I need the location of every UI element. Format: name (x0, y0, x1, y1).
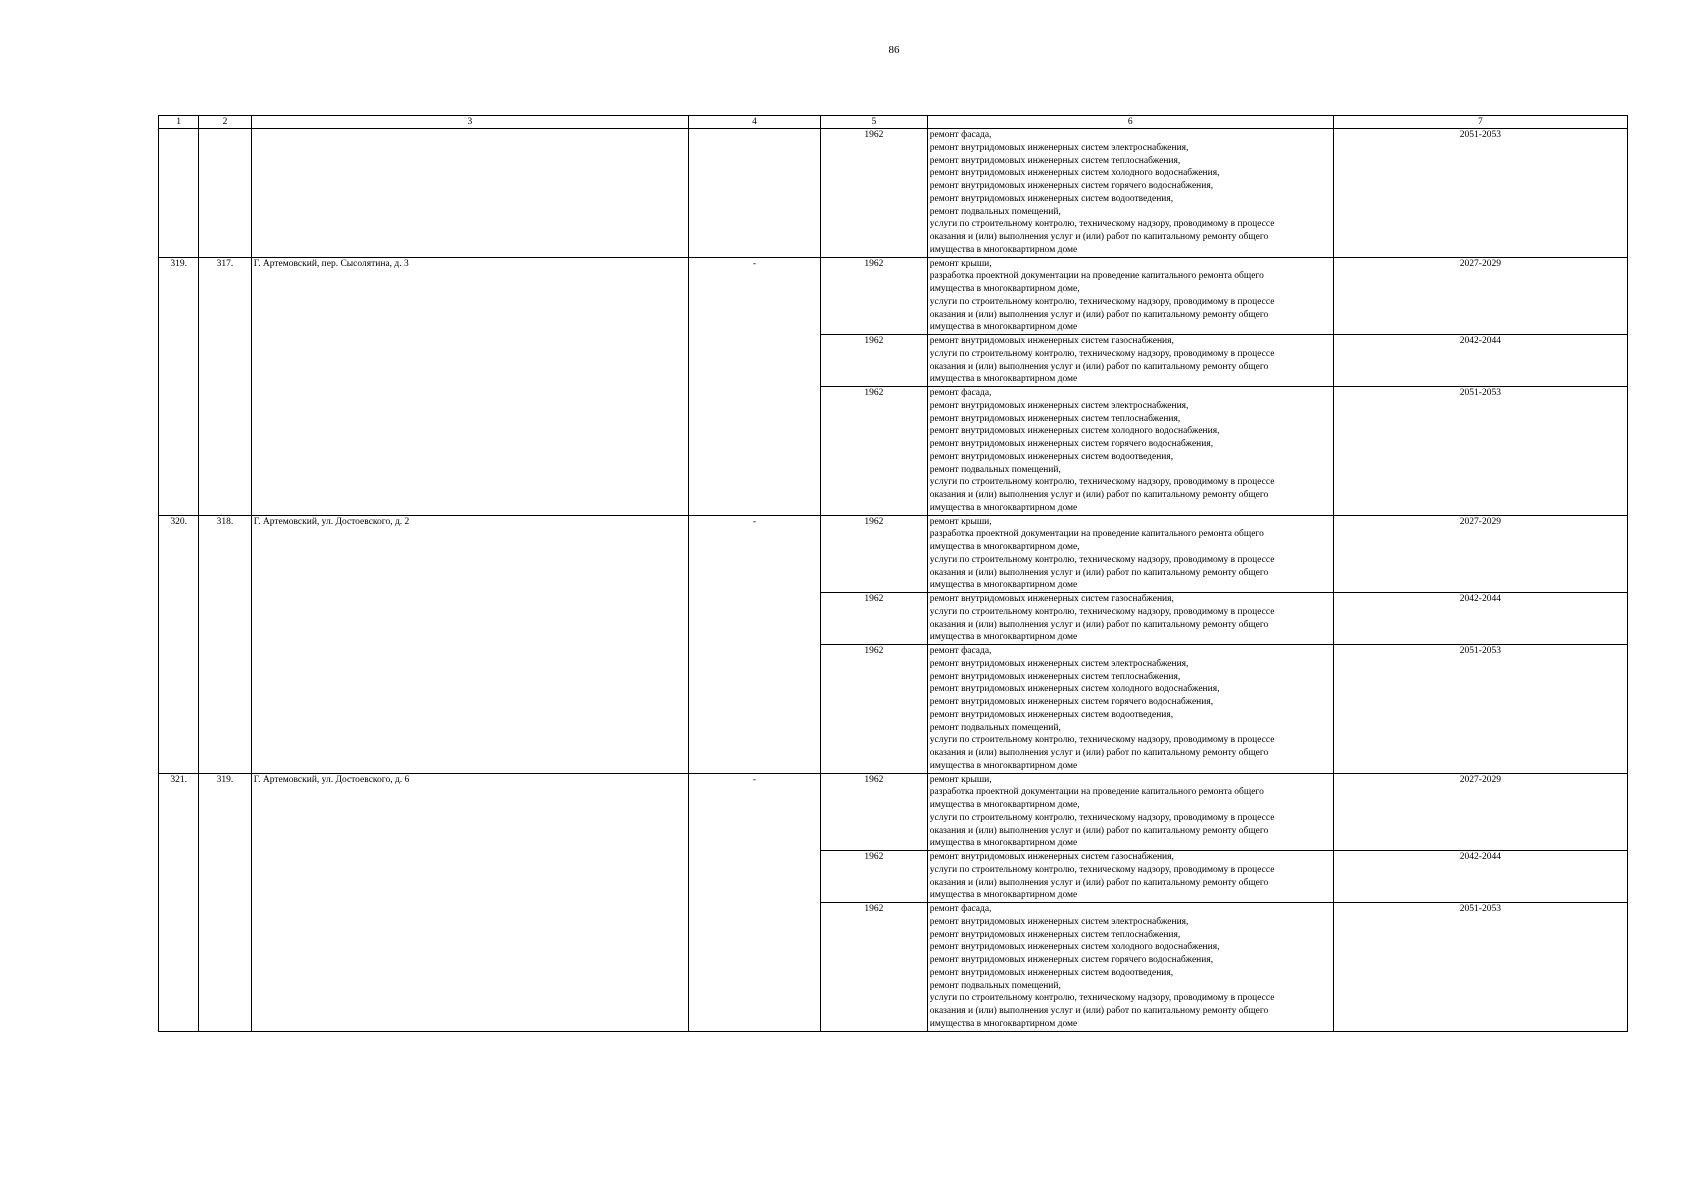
column-4-cell: - (688, 515, 820, 773)
work-item: ремонт внутридомовых инженерных систем теплоснабжения, (929, 155, 1181, 166)
work-item: услуги по строительному контролю, техническому надзору, проводимому в процессе (929, 477, 1275, 488)
work-item: ремонт подвальных помещений, (929, 464, 1061, 475)
work-item: услуги по строительному контролю, техническому надзору, проводимому в процессе (929, 606, 1275, 617)
table-row (159, 515, 1628, 593)
work-item: ремонт крыши, (929, 774, 992, 785)
period-cell: 2051-2053 (1333, 387, 1627, 516)
work-item: ремонт крыши, (929, 516, 992, 527)
period-cell: 2051-2053 (1333, 645, 1627, 774)
work-item: оказания и (или) выполнения услуг и (или) работ по капитальному ремонту общего (929, 748, 1269, 758)
work-item: услуги по строительному контролю, техническому надзору, проводимому в процессе (929, 348, 1275, 359)
work-item: ремонт внутридомовых инженерных систем газоснабжения, (929, 336, 1174, 346)
work-item: имущества в многоквартирном доме (929, 838, 1078, 849)
work-item: ремонт фасада, (929, 130, 992, 140)
year-cell: 1962 (820, 645, 927, 774)
work-item: имущества в многоквартирном доме (929, 632, 1078, 643)
work-item: имущества в многоквартирном доме, (929, 800, 1080, 810)
work-item: ремонт подвальных помещений, (929, 206, 1061, 217)
period-cell: 2051-2053 (1333, 903, 1627, 1032)
work-item: ремонт внутридомовых инженерных систем электроснабжения, (929, 658, 1189, 669)
work-item: имущества в многоквартирном доме (929, 374, 1078, 385)
table-row (159, 257, 1628, 335)
work-item: имущества в многоквартирном доме (929, 580, 1078, 591)
work-item: оказания и (или) выполнения услуг и (или) работ по капитальному ремонту общего (929, 309, 1269, 320)
work-item: разработка проектной документации на проведение капитального ремонта общего (929, 529, 1264, 540)
work-item: ремонт внутридомовых инженерных систем холодного водоснабжения, (929, 942, 1220, 953)
row-number-cell: 321. (159, 773, 199, 1031)
work-item: имущества в многоквартирном доме (929, 244, 1078, 255)
work-item: оказания и (или) выполнения услуг и (или) работ по капитальному ремонту общего (929, 567, 1269, 578)
column-number-header-row (159, 116, 1628, 129)
house-number-cell: 317. (199, 257, 251, 515)
works-cell (927, 903, 1333, 1032)
address-cell: Г. Артемовский, пер. Сысолятина, д. 3 (251, 257, 688, 515)
address-cell (251, 129, 688, 258)
repair-schedule-table (158, 115, 1628, 1032)
column-4-cell (688, 129, 820, 258)
work-item: ремонт внутридомовых инженерных систем водоотведения, (929, 451, 1174, 462)
page-number: 86 (888, 44, 900, 56)
house-number-cell (199, 129, 251, 258)
works-cell (927, 387, 1333, 516)
address-cell: Г. Артемовский, ул. Достоевского, д. 2 (251, 515, 688, 773)
year-cell: 1962 (820, 129, 927, 258)
year-cell: 1962 (820, 903, 927, 1032)
work-item: ремонт внутридомовых инженерных систем холодного водоснабжения, (929, 426, 1220, 437)
work-item: ремонт внутридомовых инженерных систем горячего водоснабжения, (929, 439, 1214, 449)
work-item: ремонт внутридомовых инженерных систем горячего водоснабжения, (929, 697, 1214, 707)
work-item: услуги по строительному контролю, техническому надзору, проводимому в процессе (929, 554, 1275, 565)
year-cell: 1962 (820, 851, 927, 903)
work-item: ремонт внутридомовых инженерных систем электроснабжения, (929, 916, 1189, 927)
work-item: имущества в многоквартирном доме (929, 890, 1078, 901)
works-cell (927, 773, 1333, 851)
works-cell (927, 515, 1333, 593)
work-item: оказания и (или) выполнения услуг и (или) работ по капитальному ремонту общего (929, 490, 1269, 500)
column-header: 6 (927, 116, 1333, 129)
work-item: ремонт внутридомовых инженерных систем теплоснабжения, (929, 671, 1181, 682)
work-item: ремонт внутридомовых инженерных систем холодного водоснабжения, (929, 168, 1220, 179)
work-item: ремонт внутридомовых инженерных систем газоснабжения, (929, 852, 1174, 862)
year-cell: 1962 (820, 387, 927, 516)
work-item: ремонт внутридомовых инженерных систем водоотведения, (929, 709, 1174, 720)
work-item: оказания и (или) выполнения услуг и (или) работ по капитальному ремонту общего (929, 361, 1269, 372)
column-header: 1 (159, 116, 199, 129)
table-row (159, 129, 1628, 258)
work-item: ремонт внутридомовых инженерных систем теплоснабжения, (929, 929, 1181, 940)
year-cell: 1962 (820, 257, 927, 335)
work-item: ремонт внутридомовых инженерных систем теплоснабжения, (929, 413, 1181, 424)
column-header: 4 (688, 116, 820, 129)
works-cell (927, 257, 1333, 335)
period-cell: 2027-2029 (1333, 257, 1627, 335)
works-cell (927, 851, 1333, 903)
year-cell: 1962 (820, 335, 927, 387)
work-item: ремонт внутридомовых инженерных систем электроснабжения, (929, 142, 1189, 153)
works-cell (927, 129, 1333, 258)
work-item: ремонт фасада, (929, 388, 992, 398)
work-item: ремонт крыши, (929, 258, 992, 269)
work-item: оказания и (или) выполнения услуг и (или) работ по капитальному ремонту общего (929, 877, 1269, 888)
period-cell: 2042-2044 (1333, 335, 1627, 387)
work-item: ремонт внутридомовых инженерных систем электроснабжения, (929, 400, 1189, 411)
work-item: ремонт фасада, (929, 646, 992, 656)
work-item: оказания и (или) выполнения услуг и (или) работ по капитальному ремонту общего (929, 232, 1269, 242)
work-item: услуги по строительному контролю, техническому надзору, проводимому в процессе (929, 296, 1275, 307)
work-item: ремонт внутридомовых инженерных систем горячего водоснабжения, (929, 181, 1214, 191)
row-number-cell: 320. (159, 515, 199, 773)
work-item: имущества в многоквартирном доме, (929, 542, 1080, 552)
table-body (159, 129, 1628, 1032)
work-item: ремонт внутридомовых инженерных систем газоснабжения, (929, 594, 1174, 604)
column-header: 5 (820, 116, 927, 129)
work-item: разработка проектной документации на проведение капитального ремонта общего (929, 271, 1264, 282)
column-4-cell: - (688, 773, 820, 1031)
period-cell: 2042-2044 (1333, 851, 1627, 903)
address-cell: Г. Артемовский, ул. Достоевского, д. 6 (251, 773, 688, 1031)
work-item: имущества в многоквартирном доме (929, 322, 1078, 333)
works-cell (927, 593, 1333, 645)
house-number-cell: 318. (199, 515, 251, 773)
period-cell: 2042-2044 (1333, 593, 1627, 645)
row-number-cell: 319. (159, 257, 199, 515)
work-item: ремонт внутридомовых инженерных систем горячего водоснабжения, (929, 955, 1214, 965)
work-item: ремонт внутридомовых инженерных систем водоотведения, (929, 967, 1174, 978)
work-item: ремонт внутридомовых инженерных систем холодного водоснабжения, (929, 684, 1220, 695)
column-header: 2 (199, 116, 251, 129)
work-item: имущества в многоквартирном доме, (929, 284, 1080, 294)
work-item: ремонт внутридомовых инженерных систем водоотведения, (929, 193, 1174, 204)
works-cell (927, 645, 1333, 774)
work-item: ремонт подвальных помещений, (929, 980, 1061, 991)
year-cell: 1962 (820, 515, 927, 593)
work-item: имущества в многоквартирном доме (929, 760, 1078, 771)
work-item: услуги по строительному контролю, техническому надзору, проводимому в процессе (929, 735, 1275, 746)
work-item: оказания и (или) выполнения услуг и (или) работ по капитальному ремонту общего (929, 1006, 1269, 1016)
works-cell (927, 335, 1333, 387)
work-item: ремонт подвальных помещений, (929, 722, 1061, 733)
work-item: разработка проектной документации на проведение капитального ремонта общего (929, 787, 1264, 798)
column-header: 7 (1333, 116, 1627, 129)
work-item: услуги по строительному контролю, техническому надзору, проводимому в процессе (929, 864, 1275, 875)
year-cell: 1962 (820, 593, 927, 645)
work-item: имущества в многоквартирном доме (929, 502, 1078, 513)
period-cell: 2051-2053 (1333, 129, 1627, 258)
column-header: 3 (251, 116, 688, 129)
work-item: оказания и (или) выполнения услуг и (или) работ по капитальному ремонту общего (929, 619, 1269, 630)
work-item: ремонт фасада, (929, 904, 992, 914)
work-item: услуги по строительному контролю, техническому надзору, проводимому в процессе (929, 219, 1275, 230)
column-4-cell: - (688, 257, 820, 515)
work-item: оказания и (или) выполнения услуг и (или) работ по капитальному ремонту общего (929, 825, 1269, 836)
table-row (159, 773, 1628, 851)
period-cell: 2027-2029 (1333, 515, 1627, 593)
row-number-cell (159, 129, 199, 258)
house-number-cell: 319. (199, 773, 251, 1031)
period-cell: 2027-2029 (1333, 773, 1627, 851)
work-item: услуги по строительному контролю, техническому надзору, проводимому в процессе (929, 812, 1275, 823)
work-item: услуги по строительному контролю, техническому надзору, проводимому в процессе (929, 993, 1275, 1004)
work-item: имущества в многоквартирном доме (929, 1018, 1078, 1029)
year-cell: 1962 (820, 773, 927, 851)
